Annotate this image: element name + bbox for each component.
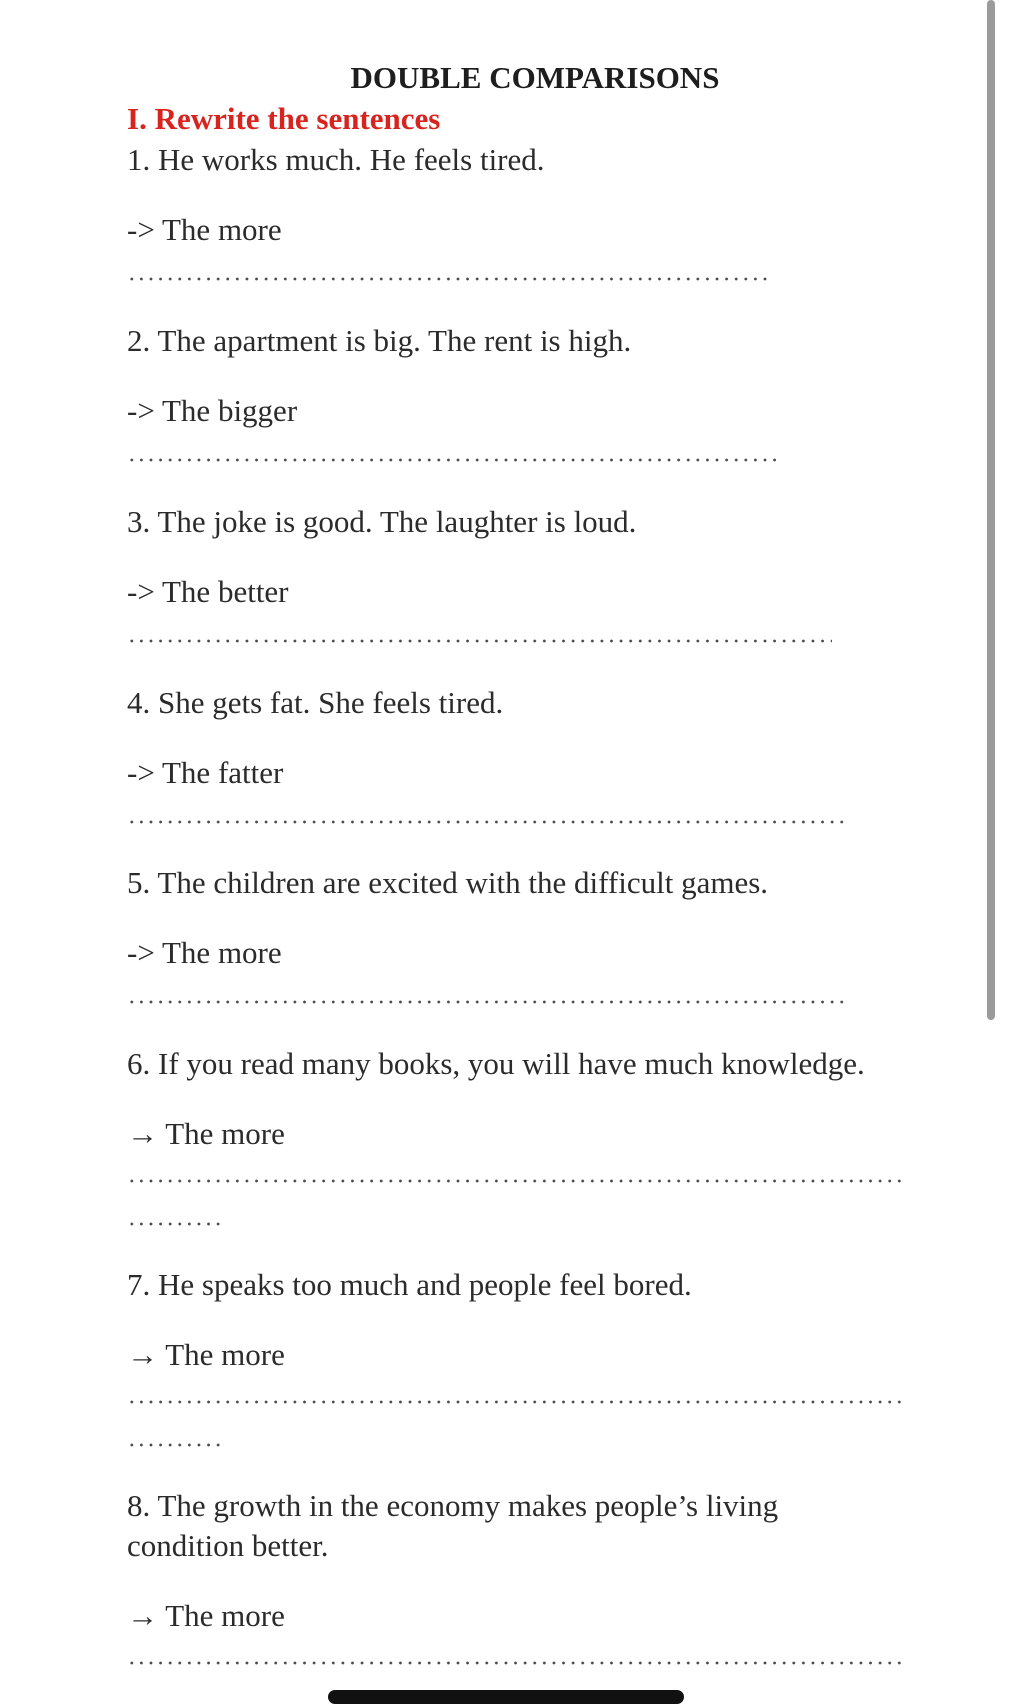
home-indicator[interactable]: [328, 1690, 684, 1704]
question-6-answer-line[interactable]: [127, 1179, 902, 1183]
question-1-answer-line[interactable]: [127, 277, 773, 281]
question-4-answer-start: -> The fatter: [127, 755, 284, 790]
question-4-answer-line[interactable]: [127, 820, 847, 824]
question-4-prompt: 4. She gets fat. She feels tired.: [127, 685, 504, 720]
question-1-prompt: 1. He works much. He feels tired.: [127, 142, 545, 177]
question-7-answer-start: → The more: [127, 1337, 285, 1372]
question-5-answer-start: -> The more: [127, 935, 282, 970]
question-2-prompt: 2. The apartment is big. The rent is high.: [127, 323, 632, 358]
section-heading: I. Rewrite the sentences: [127, 101, 441, 136]
question-5-prompt: 5. The children are excited with the difficult games.: [127, 865, 769, 900]
question-2-answer-start: -> The bigger: [127, 393, 298, 428]
question-6-answer-start: → The more: [127, 1116, 285, 1151]
question-6-answer-line-2[interactable]: [127, 1222, 223, 1226]
question-7-answer-line[interactable]: [127, 1400, 902, 1404]
question-1-answer-start: -> The more: [127, 212, 282, 247]
question-8-answer-line[interactable]: [127, 1661, 902, 1665]
question-3-answer-line[interactable]: [127, 639, 832, 643]
question-2-answer-line[interactable]: [127, 458, 779, 462]
question-8-prompt-line-1: 8. The growth in the economy makes people’s living: [127, 1488, 779, 1523]
question-7-prompt: 7. He speaks too much and people feel bored.: [127, 1267, 692, 1302]
question-5-answer-line[interactable]: [127, 1000, 847, 1004]
question-8-prompt-line-2: condition better.: [127, 1528, 329, 1563]
question-3-answer-start: -> The better: [127, 574, 289, 609]
vertical-scrollbar[interactable]: [987, 0, 995, 1020]
question-8-answer-start: → The more: [127, 1598, 285, 1633]
question-3-prompt: 3. The joke is good. The laughter is loud.: [127, 504, 637, 539]
question-6-prompt: 6. If you read many books, you will have much knowledge.: [127, 1046, 865, 1081]
page-title: DOUBLE COMPARISONS: [350, 60, 720, 95]
question-7-answer-line-2[interactable]: [127, 1443, 223, 1447]
